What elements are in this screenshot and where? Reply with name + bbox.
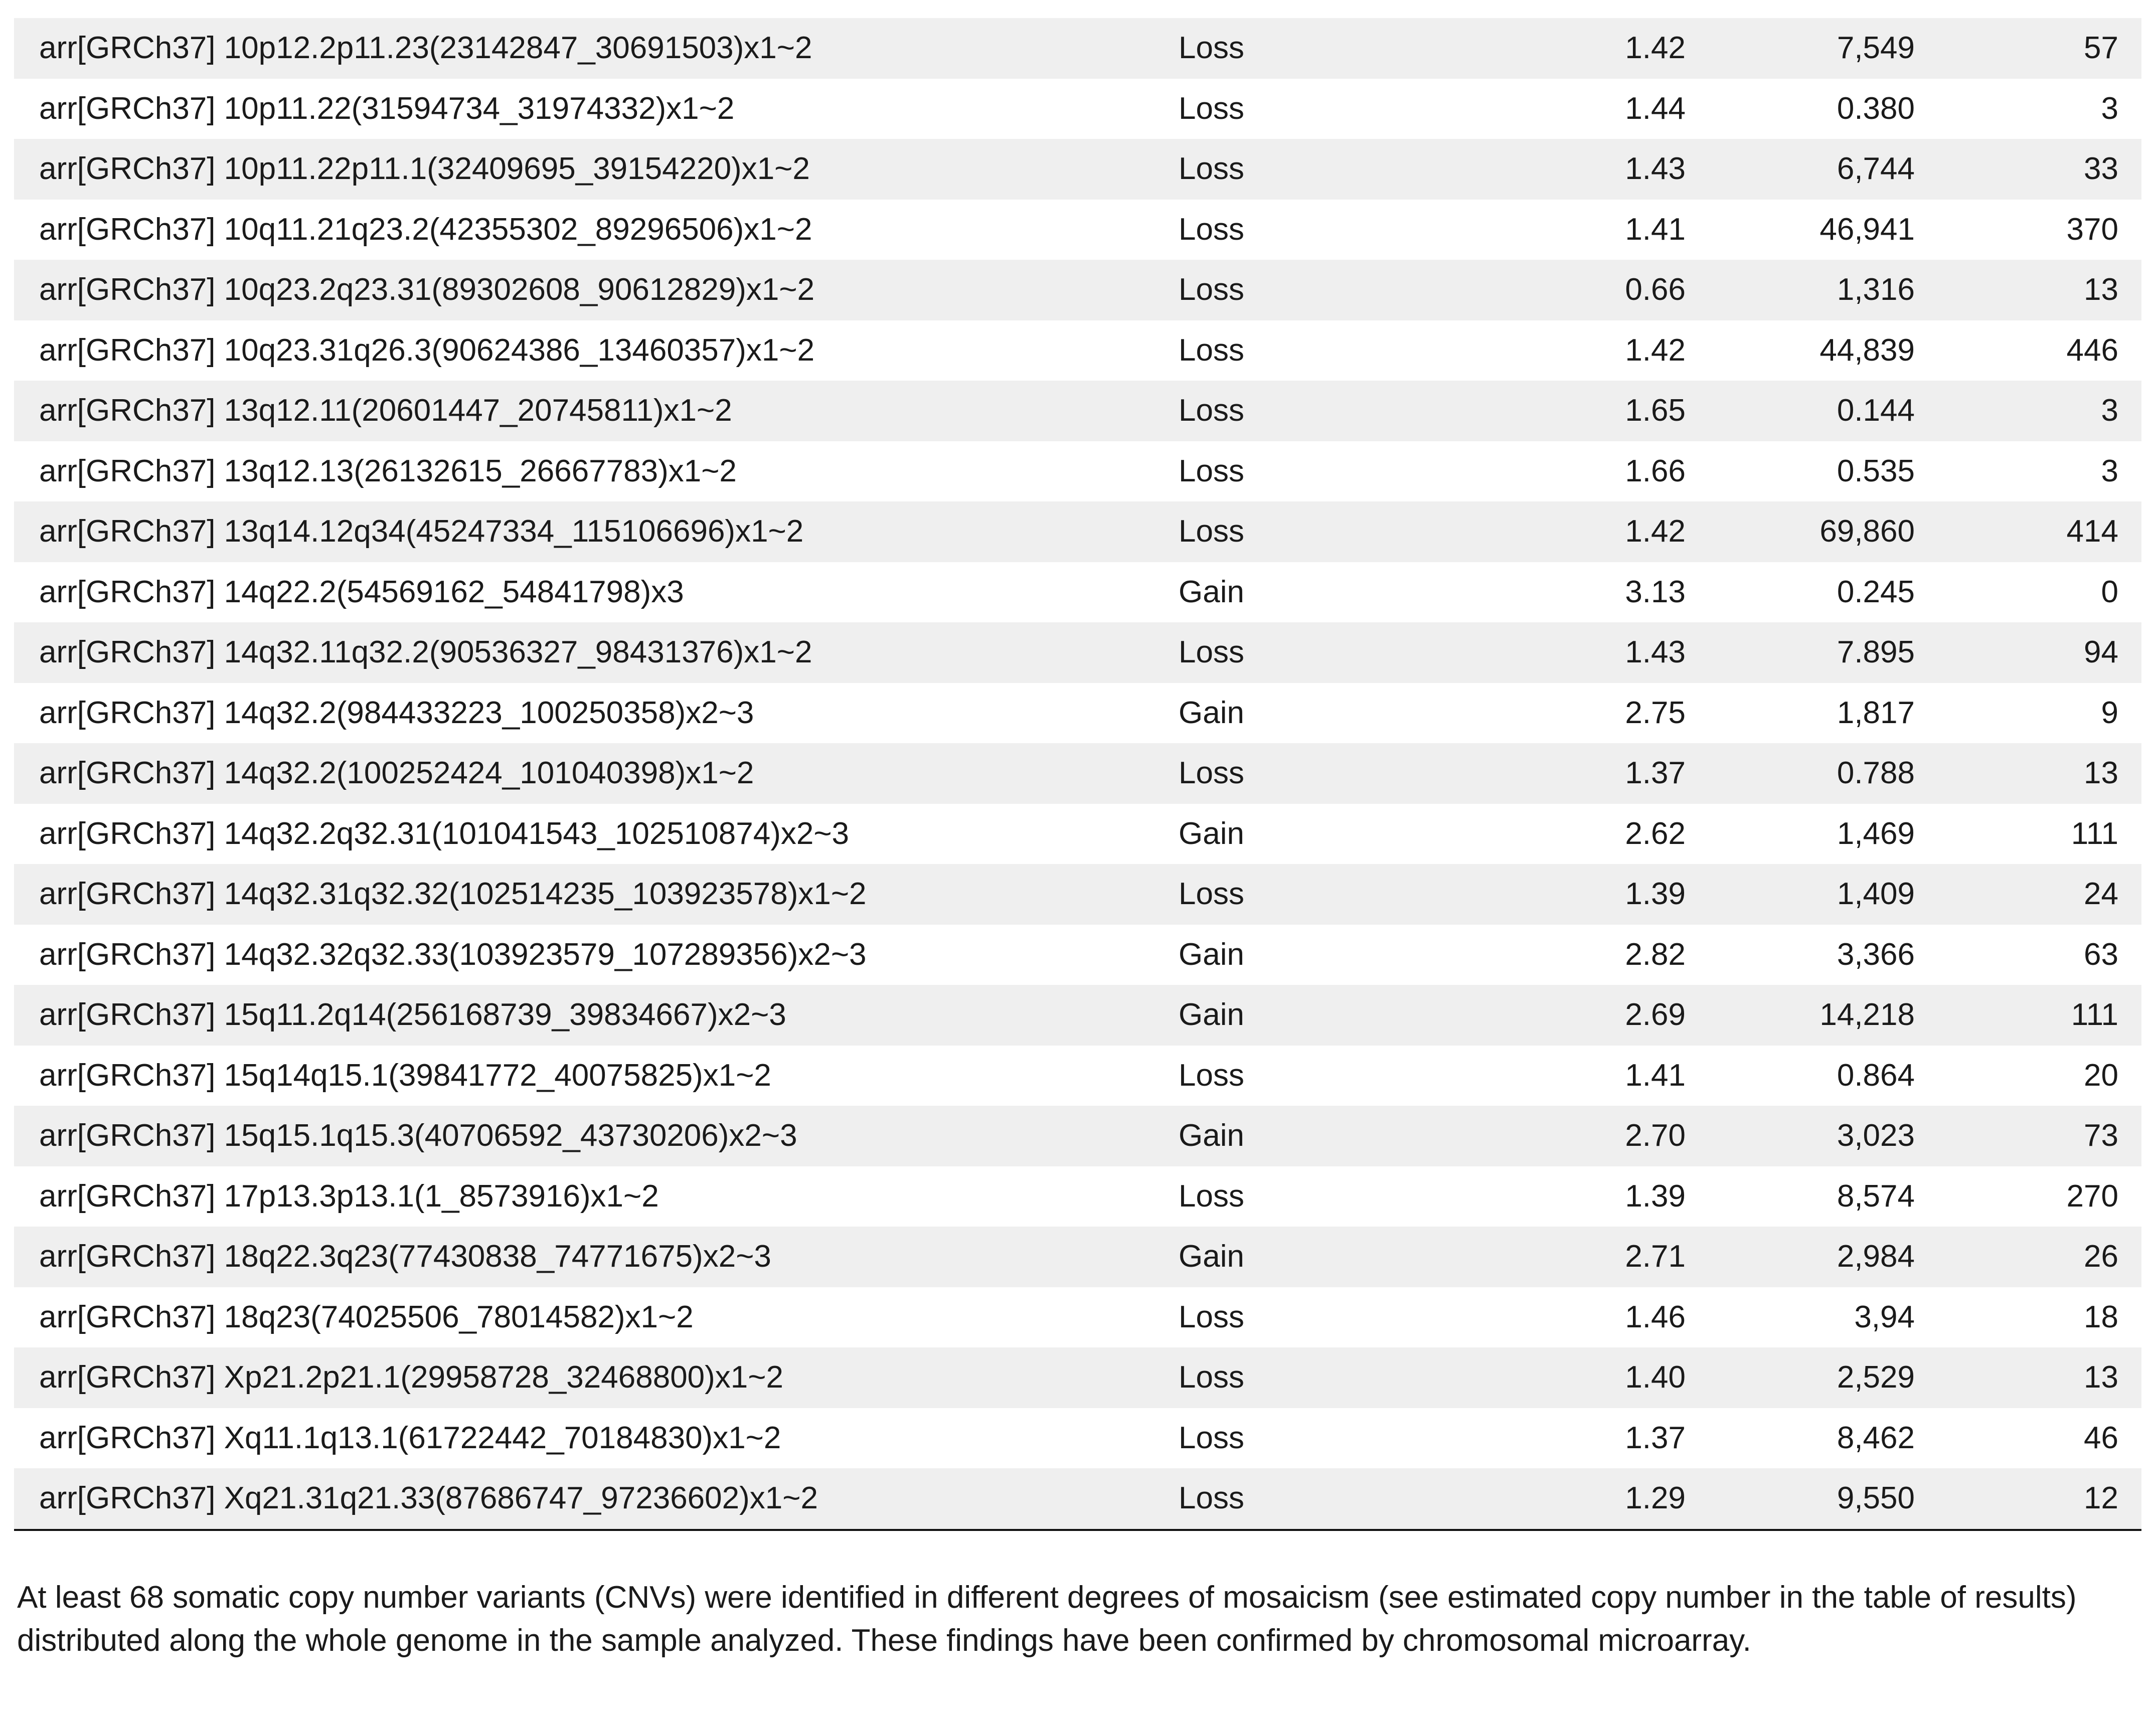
gene-count-cell: 18 xyxy=(2084,1299,2118,1334)
gene-count-cell: 20 xyxy=(2084,1058,2118,1093)
estimated-copy-number-cell: 2.70 xyxy=(1484,1106,1686,1166)
cnv-size-cell: 1,409 xyxy=(1686,864,1915,925)
cnv-type-cell: Loss xyxy=(1179,18,1484,79)
table-row xyxy=(14,79,2141,139)
table-row xyxy=(14,501,2141,562)
cnv-nomenclature-cell: arr[GRCh37] 14q32.2q32.31(101041543_102510874)x2~3 xyxy=(39,816,850,851)
table-row xyxy=(14,743,2141,804)
estimated-copy-number-cell: 2.71 xyxy=(1484,1227,1686,1287)
cnv-type-cell: Loss xyxy=(1179,212,1244,247)
gene-count-cell: 3 xyxy=(1915,381,2141,441)
gene-count-cell: 94 xyxy=(1915,622,2141,683)
estimated-copy-number-cell: 3.13 xyxy=(1625,574,1686,609)
cnv-type-cell: Loss xyxy=(1179,864,1484,925)
cnv-nomenclature-cell: arr[GRCh37] 10q23.2q23.31(89302608_90612829)x1~2 xyxy=(14,260,1179,320)
table-row xyxy=(14,1408,2141,1469)
cnv-type-cell: Gain xyxy=(1179,695,1244,730)
cnv-type-cell: Loss xyxy=(1179,332,1244,368)
cnv-nomenclature-cell: arr[GRCh37] 13q12.11(20601447_20745811)x1~2 xyxy=(14,381,1179,441)
cnv-type-cell: Gain xyxy=(1179,574,1244,609)
cnv-size-cell: 9,550 xyxy=(1686,1468,1915,1529)
cnv-type-cell: Loss xyxy=(1179,91,1244,126)
table-row xyxy=(14,622,2141,683)
cnv-nomenclature-cell: arr[GRCh37] 10q23.31q26.3(90624386_13460357)x1~2 xyxy=(39,332,815,368)
estimated-copy-number-cell: 2.75 xyxy=(1625,695,1686,730)
cnv-size-cell: 0.380 xyxy=(1837,91,1915,126)
cnv-size-cell: 14,218 xyxy=(1686,985,1915,1046)
estimated-copy-number-cell: 2.82 xyxy=(1625,937,1686,972)
cnv-nomenclature-cell: arr[GRCh37] 18q23(74025506_78014582)x1~2 xyxy=(39,1299,694,1334)
cnv-nomenclature-cell: arr[GRCh37] Xp21.2p21.1(29958728_32468800)x1~2 xyxy=(14,1347,1179,1408)
table-row xyxy=(14,864,2141,925)
table-row xyxy=(14,1287,2141,1348)
gene-count-cell: 414 xyxy=(1915,501,2141,562)
cnv-size-cell: 1,469 xyxy=(1837,816,1915,851)
gene-count-cell: 57 xyxy=(1915,18,2141,79)
table-row xyxy=(14,925,2141,985)
table-row xyxy=(14,985,2141,1046)
estimated-copy-number-cell: 1.43 xyxy=(1484,622,1686,683)
table-row xyxy=(14,1106,2141,1166)
estimated-copy-number-cell: 1.41 xyxy=(1625,1058,1686,1093)
cnv-type-cell: Gain xyxy=(1179,816,1244,851)
cnv-nomenclature-cell: arr[GRCh37] Xq21.31q21.33(87686747_97236602)x1~2 xyxy=(14,1468,1179,1529)
gene-count-cell: 111 xyxy=(2071,816,2118,851)
gene-count-cell: 370 xyxy=(2066,212,2118,247)
table-bottom-rule xyxy=(14,1529,2141,1531)
estimated-copy-number-cell: 1.37 xyxy=(1484,743,1686,804)
cnv-type-cell: Loss xyxy=(1179,381,1484,441)
cnv-size-cell: 0.864 xyxy=(1837,1058,1915,1093)
estimated-copy-number-cell: 0.66 xyxy=(1484,260,1686,320)
cnv-size-cell: 0.245 xyxy=(1837,574,1915,609)
cnv-nomenclature-cell: arr[GRCh37] 14q32.2(100252424_101040398)x1~2 xyxy=(14,743,1179,804)
cnv-nomenclature-cell: arr[GRCh37] 18q22.3q23(77430838_74771675)x2~3 xyxy=(14,1227,1179,1287)
cnv-nomenclature-cell: arr[GRCh37] 15q11.2q14(256168739_39834667)x2~3 xyxy=(14,985,1179,1046)
cnv-type-cell: Loss xyxy=(1179,743,1484,804)
cnv-type-cell: Loss xyxy=(1179,453,1244,488)
table-row xyxy=(14,1468,2141,1529)
cnv-type-cell: Loss xyxy=(1179,260,1484,320)
gene-count-cell: 111 xyxy=(1915,985,2141,1046)
cnv-size-cell: 6,744 xyxy=(1686,139,1915,200)
report-document xyxy=(14,18,2141,1693)
cnv-type-cell: Loss xyxy=(1179,501,1484,562)
cnv-nomenclature-cell: arr[GRCh37] 13q14.12q34(45247334_115106696)x1~2 xyxy=(14,501,1179,562)
estimated-copy-number-cell: 1.39 xyxy=(1484,864,1686,925)
gene-count-cell: 270 xyxy=(2066,1178,2118,1214)
cnv-nomenclature-cell: arr[GRCh37] 10p11.22p11.1(32409695_39154220)x1~2 xyxy=(14,139,1179,200)
table-row xyxy=(14,381,2141,441)
estimated-copy-number-cell: 1.46 xyxy=(1625,1299,1686,1334)
cnv-size-cell: 0.535 xyxy=(1837,453,1915,488)
cnv-type-cell: Loss xyxy=(1179,622,1484,683)
table-row xyxy=(14,260,2141,320)
estimated-copy-number-cell: 1.39 xyxy=(1625,1178,1686,1214)
estimated-copy-number-cell: 1.37 xyxy=(1625,1420,1686,1455)
cnv-nomenclature-cell: arr[GRCh37] 14q22.2(54569162_54841798)x3 xyxy=(39,574,684,609)
cnv-size-cell: 69,860 xyxy=(1686,501,1915,562)
cnv-nomenclature-cell: arr[GRCh37] 15q15.1q15.3(40706592_43730206)x2~3 xyxy=(14,1106,1179,1166)
gene-count-cell: 13 xyxy=(1915,743,2141,804)
gene-count-cell: 46 xyxy=(2084,1420,2118,1455)
gene-count-cell: 9 xyxy=(2101,695,2118,730)
cnv-type-cell: Gain xyxy=(1179,985,1484,1046)
estimated-copy-number-cell: 1.43 xyxy=(1484,139,1686,200)
table-row xyxy=(14,320,2141,381)
results-footnote: At least 68 somatic copy number variants (CNVs) were identified in different degrees of mosaicism (see estimated copy number in the table of results) distributed along the whole genome in the sample analyzed. These findings have been confirmed by chromosomal microarray. xyxy=(17,1580,2077,1658)
cnv-type-cell: Loss xyxy=(1179,1420,1244,1455)
estimated-copy-number-cell: 1.42 xyxy=(1484,501,1686,562)
estimated-copy-number-cell: 2.69 xyxy=(1484,985,1686,1046)
table-row xyxy=(14,1347,2141,1408)
cnv-nomenclature-cell: arr[GRCh37] 14q32.32q32.33(103923579_107289356)x2~3 xyxy=(39,937,867,972)
cnv-nomenclature-cell: arr[GRCh37] 14q32.2(984433223_100250358)x2~3 xyxy=(39,695,754,730)
estimated-copy-number-cell: 1.44 xyxy=(1625,91,1686,126)
cnv-nomenclature-cell: arr[GRCh37] 10p11.22(31594734_31974332)x1~2 xyxy=(39,91,735,126)
gene-count-cell: 24 xyxy=(1915,864,2141,925)
table-row xyxy=(14,1166,2141,1227)
gene-count-cell: 13 xyxy=(1915,260,2141,320)
cnv-type-cell: Gain xyxy=(1179,1227,1484,1287)
table-row xyxy=(14,441,2141,502)
gene-count-cell: 446 xyxy=(2066,332,2118,368)
estimated-copy-number-cell: 2.62 xyxy=(1625,816,1686,851)
table-row xyxy=(14,804,2141,865)
cnv-size-cell: 3,023 xyxy=(1686,1106,1915,1166)
cnv-nomenclature-cell: arr[GRCh37] 13q12.13(26132615_26667783)x1~2 xyxy=(39,453,737,488)
cnv-size-cell: 1,316 xyxy=(1686,260,1915,320)
cnv-nomenclature-cell: arr[GRCh37] Xq11.1q13.1(61722442_70184830)x1~2 xyxy=(39,1420,781,1455)
cnv-nomenclature-cell: arr[GRCh37] 14q32.11q32.2(90536327_98431376)x1~2 xyxy=(14,622,1179,683)
cnv-size-cell: 7,549 xyxy=(1686,18,1915,79)
estimated-copy-number-cell: 1.29 xyxy=(1484,1468,1686,1529)
cnv-results-table xyxy=(14,18,2141,1529)
cnv-table-body xyxy=(14,18,2141,1529)
cnv-size-cell: 7.895 xyxy=(1686,622,1915,683)
estimated-copy-number-cell: 1.66 xyxy=(1625,453,1686,488)
cnv-size-cell: 0.144 xyxy=(1686,381,1915,441)
table-row xyxy=(14,139,2141,200)
table-row xyxy=(14,562,2141,623)
cnv-size-cell: 8,462 xyxy=(1837,1420,1915,1455)
estimated-copy-number-cell: 1.40 xyxy=(1484,1347,1686,1408)
cnv-size-cell: 3,94 xyxy=(1854,1299,1915,1334)
cnv-nomenclature-cell: arr[GRCh37] 14q32.31q32.32(102514235_103923578)x1~2 xyxy=(14,864,1179,925)
cnv-type-cell: Loss xyxy=(1179,1347,1484,1408)
cnv-type-cell: Loss xyxy=(1179,1058,1244,1093)
cnv-nomenclature-cell: arr[GRCh37] 17p13.3p13.1(1_8573916)x1~2 xyxy=(39,1178,659,1214)
cnv-size-cell: 1,817 xyxy=(1837,695,1915,730)
gene-count-cell: 3 xyxy=(2101,453,2118,488)
gene-count-cell: 3 xyxy=(2101,91,2118,126)
table-row xyxy=(14,683,2141,744)
cnv-type-cell: Loss xyxy=(1179,139,1484,200)
gene-count-cell: 0 xyxy=(2101,574,2118,609)
cnv-nomenclature-cell: arr[GRCh37] 10q11.21q23.2(42355302_89296506)x1~2 xyxy=(39,212,812,247)
gene-count-cell: 73 xyxy=(1915,1106,2141,1166)
cnv-nomenclature-cell: arr[GRCh37] 15q14q15.1(39841772_40075825)x1~2 xyxy=(39,1058,771,1093)
estimated-copy-number-cell: 1.41 xyxy=(1625,212,1686,247)
cnv-size-cell: 8,574 xyxy=(1837,1178,1915,1214)
cnv-type-cell: Gain xyxy=(1179,937,1244,972)
gene-count-cell: 26 xyxy=(1915,1227,2141,1287)
estimated-copy-number-cell: 1.65 xyxy=(1484,381,1686,441)
gene-count-cell: 12 xyxy=(1915,1468,2141,1529)
cnv-type-cell: Loss xyxy=(1179,1178,1244,1214)
table-row xyxy=(14,1227,2141,1287)
table-row xyxy=(14,18,2141,79)
cnv-type-cell: Loss xyxy=(1179,1468,1484,1529)
estimated-copy-number-cell: 1.42 xyxy=(1625,332,1686,368)
cnv-size-cell: 3,366 xyxy=(1837,937,1915,972)
cnv-size-cell: 44,839 xyxy=(1819,332,1915,368)
gene-count-cell: 13 xyxy=(1915,1347,2141,1408)
cnv-type-cell: Gain xyxy=(1179,1106,1484,1166)
table-row xyxy=(14,200,2141,260)
gene-count-cell: 63 xyxy=(2084,937,2118,972)
cnv-size-cell: 0.788 xyxy=(1686,743,1915,804)
cnv-nomenclature-cell: arr[GRCh37] 10p12.2p11.23(23142847_30691503)x1~2 xyxy=(14,18,1179,79)
gene-count-cell: 33 xyxy=(1915,139,2141,200)
cnv-size-cell: 2,529 xyxy=(1686,1347,1915,1408)
table-row xyxy=(14,1046,2141,1106)
cnv-size-cell: 2,984 xyxy=(1686,1227,1915,1287)
estimated-copy-number-cell: 1.42 xyxy=(1484,18,1686,79)
cnv-type-cell: Loss xyxy=(1179,1299,1244,1334)
cnv-size-cell: 46,941 xyxy=(1819,212,1915,247)
